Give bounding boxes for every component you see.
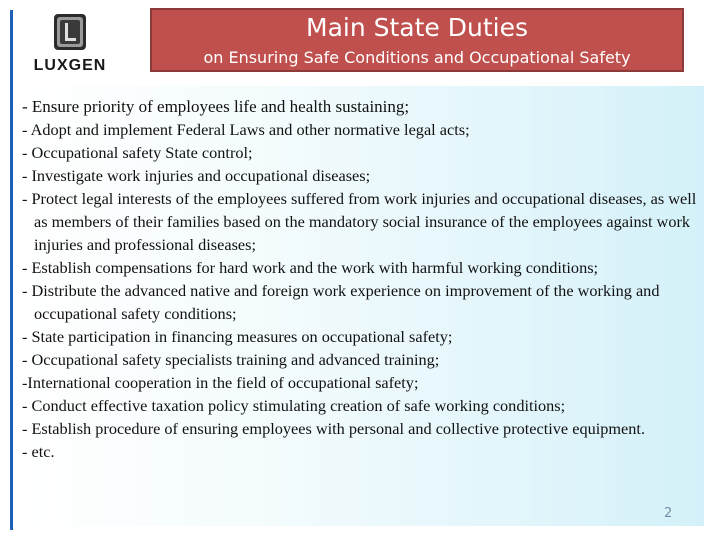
list-item: - Ensure priority of employees life and health sustaining; (22, 97, 410, 116)
page-title: Main State Duties (306, 13, 528, 42)
list-item: - Establish compensations for hard work and the work with harmful working conditions; (22, 258, 599, 277)
list-item: - Conduct effective taxation policy stimulating creation of safe working conditions; (22, 396, 566, 415)
luxgen-logo (20, 10, 120, 80)
left-accent-bar (10, 10, 13, 530)
list-item: - Adopt and implement Federal Laws and other normative legal acts; (22, 120, 470, 139)
list-item: - etc. (22, 442, 55, 461)
list-item: - Occupational safety specialists training and advanced training; (22, 350, 440, 369)
title-banner (150, 8, 684, 72)
page-subtitle: on Ensuring Safe Conditions and Occupational Safety (203, 48, 631, 67)
list-item: - State participation in financing measures on occupational safety; (22, 327, 453, 346)
list-item: -International cooperation in the field of occupational safety; (22, 373, 419, 392)
luxgen-emblem-icon (20, 10, 120, 56)
list-item: - Distribute the advanced native and foreign work experience on improvement of the working and occupational safety conditions; (22, 281, 660, 323)
duties-list (22, 95, 702, 463)
list-item: - Protect legal interests of the employees suffered from work injuries and occupational diseases, as well as members of their families based on the mandatory social insurance of the employees against work injuries and professional diseases; (22, 189, 697, 254)
logo-brand-text: LUXGEN (33, 57, 107, 74)
list-item: - Investigate work injuries and occupational diseases; (22, 166, 371, 185)
list-item: - Establish procedure of ensuring employees with personal and collective protective equipment. (22, 419, 646, 438)
list-item: - Occupational safety State control; (22, 143, 253, 162)
page-number: 2 (664, 506, 673, 521)
